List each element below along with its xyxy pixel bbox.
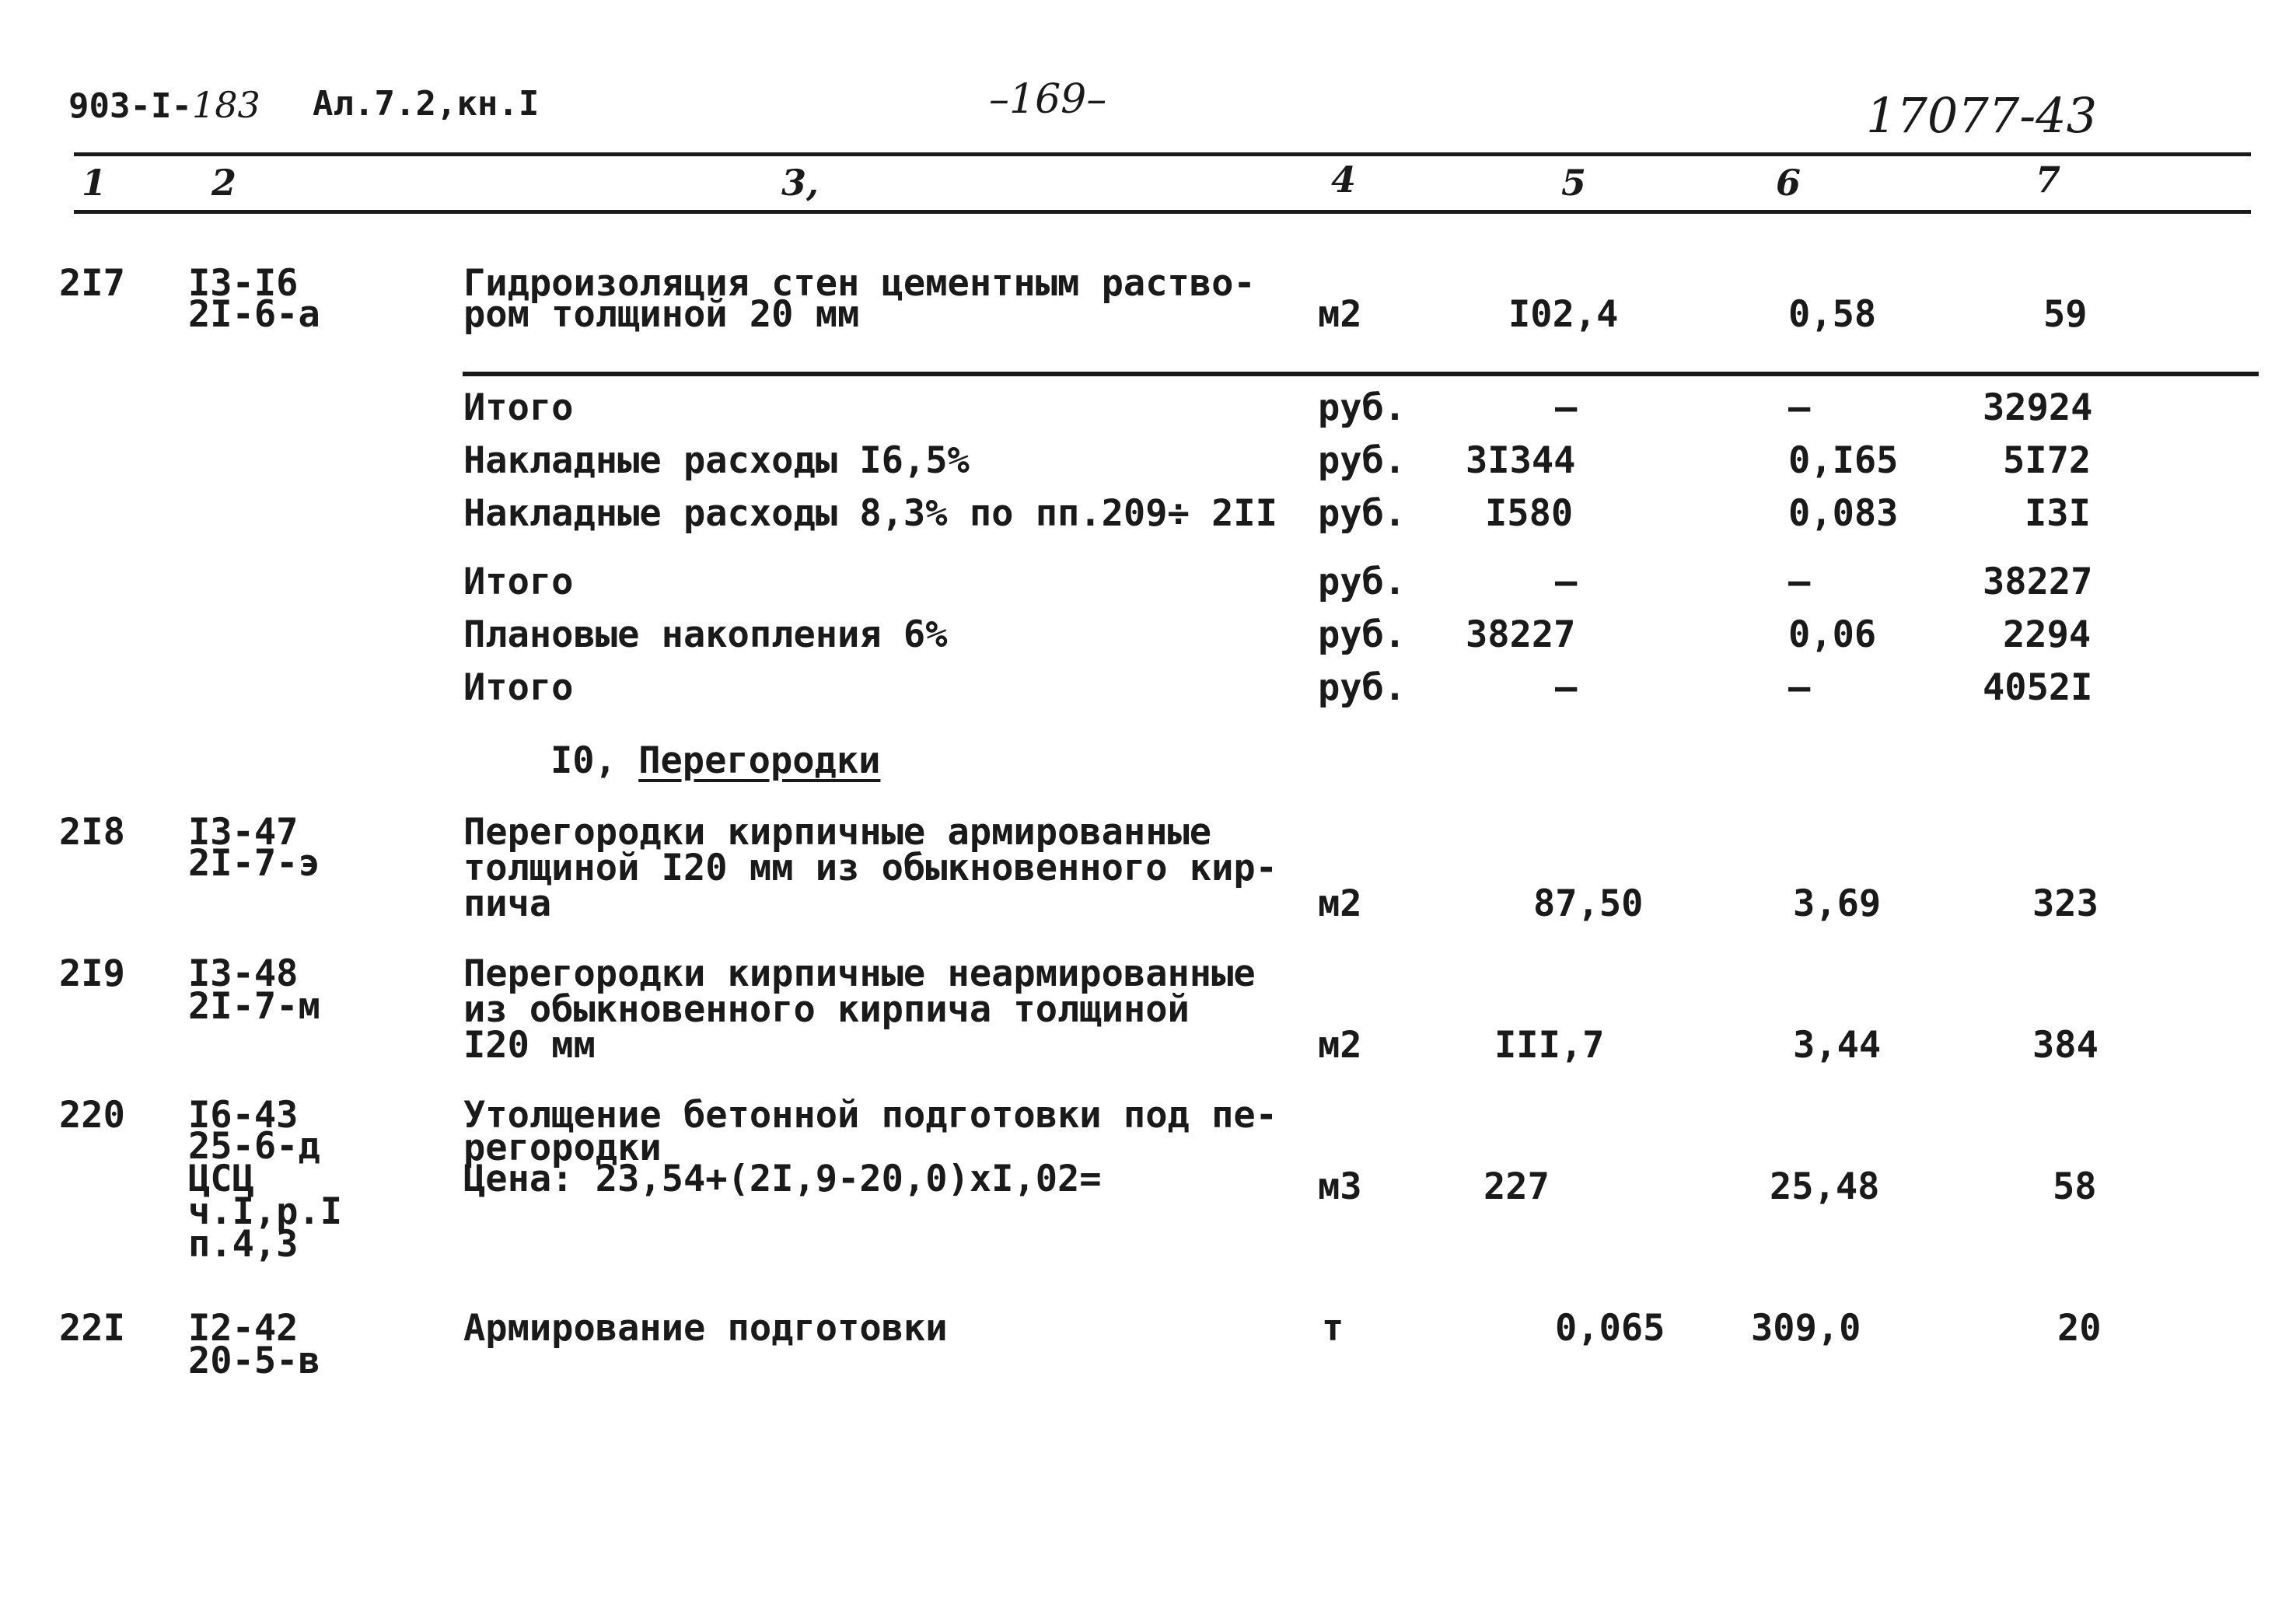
row-quantity: 0,065	[1555, 1307, 1665, 1350]
summary-base: 3I344	[1466, 439, 1576, 482]
summary-unit: руб.	[1318, 613, 1407, 656]
summary-base: –	[1555, 561, 1578, 603]
row-description-line: пича	[463, 882, 552, 925]
header-rule-bottom	[74, 210, 2251, 214]
col-3-header: 3,	[781, 162, 820, 204]
section-number: I0,	[550, 739, 617, 782]
row-unit: м3	[1318, 1165, 1362, 1208]
row-description-line: Цена: 23,54+(2I,9-20,0)хI,02=	[463, 1158, 1102, 1200]
col-6-header: 6	[1776, 162, 1802, 204]
row-code-line: 20-5-в	[188, 1340, 320, 1382]
summary-base: –	[1555, 386, 1578, 429]
summary-total: 2294	[2003, 613, 2092, 656]
col-7-header: 7	[2036, 159, 2061, 201]
row-number: 2I9	[59, 952, 125, 995]
row-total: 59	[2043, 293, 2088, 336]
row-code-line: 2I-6-а	[188, 293, 320, 336]
col-1-header: 1	[82, 162, 107, 204]
row-code-line: 2I-7-м	[188, 985, 320, 1028]
row-code-line: I3-I6	[188, 262, 299, 305]
row-code-line: I6-43	[188, 1094, 299, 1137]
row-unit-price: 309,0	[1751, 1307, 1861, 1350]
header-rule-top	[74, 152, 2251, 156]
row-total: 384	[2032, 1024, 2099, 1067]
row-code-line: 25-6-д	[188, 1125, 320, 1168]
row-description-line: Утолщение бетонной подготовки под пе-	[463, 1094, 1277, 1137]
summary-rate: 0,06	[1788, 613, 1877, 656]
col-2-header: 2	[211, 162, 237, 204]
row-description-line: Гидроизоляция стен цементным раство-	[463, 262, 1256, 305]
row-unit: т	[1322, 1307, 1344, 1350]
col-5-header: 5	[1561, 162, 1587, 204]
album-reference: Ал.7.2,кн.I	[313, 84, 540, 124]
row-unit-price: 0,58	[1788, 293, 1877, 336]
row-description-line: из обыкновенного кирпича толщиной	[463, 988, 1190, 1031]
row-number: 2I8	[59, 811, 125, 854]
row-quantity: I02,4	[1508, 293, 1619, 336]
summary-base: –	[1555, 666, 1578, 709]
col-4-header: 4	[1331, 159, 1357, 201]
row-code-line: I3-48	[188, 952, 299, 995]
doc-code-handwritten: 183	[191, 84, 260, 126]
summary-rate: 0,083	[1788, 492, 1899, 535]
summary-unit: руб.	[1318, 386, 1407, 429]
row-unit-price: 3,69	[1793, 882, 1882, 925]
row-total: 58	[2053, 1165, 2097, 1208]
summary-base: I580	[1485, 492, 1574, 535]
summary-total: 4052I	[1983, 666, 2093, 709]
row-code-line: I3-47	[188, 811, 299, 854]
row-description-line: Перегородки кирпичные армированные	[463, 811, 1212, 854]
row-unit: м2	[1318, 882, 1362, 925]
summary-label: Итого	[463, 561, 574, 603]
row-code-line: 2I-7-э	[188, 842, 320, 885]
summary-unit: руб.	[1318, 561, 1407, 603]
row-total: 323	[2032, 882, 2099, 925]
section-heading	[550, 739, 881, 782]
row-code-line: ч.I,р.I	[188, 1190, 343, 1233]
summary-label: Итого	[463, 386, 574, 429]
row-unit-price: 3,44	[1793, 1024, 1882, 1067]
summary-total: 32924	[1983, 386, 2093, 429]
summary-base: 38227	[1466, 613, 1576, 656]
page-number: –169–	[989, 76, 1107, 123]
summary-label: Плановые накопления 6%	[463, 613, 948, 656]
row-number: 2I7	[59, 262, 125, 305]
summary-unit: руб.	[1318, 666, 1407, 709]
row-number: 220	[59, 1094, 125, 1137]
summary-total: 5I72	[2003, 439, 2092, 482]
section-title: Перегородки	[638, 739, 881, 782]
summary-total: 38227	[1983, 561, 2093, 603]
row-description-line: Перегородки кирпичные неармированные	[463, 952, 1256, 995]
summary-total: I3I	[2025, 492, 2091, 535]
row-number: 22I	[59, 1307, 125, 1350]
summary-label: Накладные расходы I6,5%	[463, 439, 970, 482]
summary-label: Итого	[463, 666, 574, 709]
row-quantity: 87,50	[1533, 882, 1644, 925]
doc-code-prefix: 903-I-	[68, 86, 192, 126]
row-description-line: ром толщиной 20 мм	[463, 293, 860, 336]
summary-rate: 0,I65	[1788, 439, 1899, 482]
reference-number: 17077-43	[1866, 87, 2098, 144]
summary-label: Накладные расходы 8,3% по пп.209÷ 2II	[463, 492, 1277, 535]
row-code-line: I2-42	[188, 1307, 299, 1350]
row-quantity: 227	[1483, 1165, 1550, 1208]
summary-rate: –	[1788, 666, 1811, 709]
row-description-line: I20 мм	[463, 1024, 596, 1067]
row-code-line: п.4,3	[188, 1223, 299, 1266]
summary-divider-rule	[463, 372, 2259, 376]
summary-unit: руб.	[1318, 492, 1407, 535]
row-total: 20	[2057, 1307, 2102, 1350]
row-unit: м2	[1318, 293, 1362, 336]
summary-rate: –	[1788, 561, 1811, 603]
row-quantity: III,7	[1494, 1024, 1605, 1067]
summary-unit: руб.	[1318, 439, 1407, 482]
row-description-line: Армирование подготовки	[463, 1307, 948, 1350]
row-unit: м2	[1318, 1024, 1362, 1067]
summary-rate: –	[1788, 386, 1811, 429]
doc-code	[68, 84, 260, 126]
row-unit-price: 25,48	[1770, 1165, 1880, 1208]
row-description-line: регородки	[463, 1127, 662, 1169]
row-description-line: толщиной I20 мм из обыкновенного кир-	[463, 847, 1277, 889]
row-code-line: ЦСЦ	[188, 1158, 254, 1200]
